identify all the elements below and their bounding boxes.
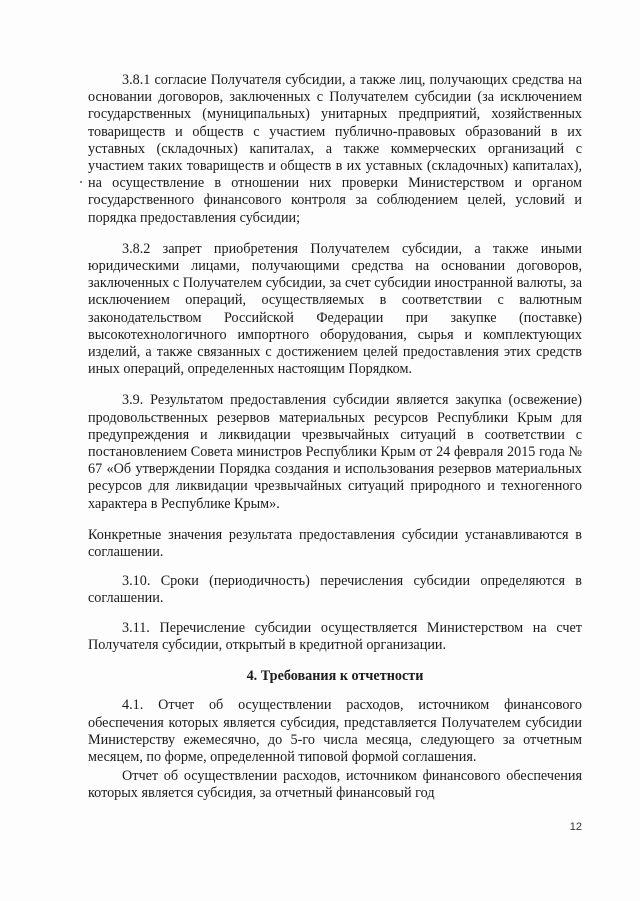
paragraph-3-9: 3.9. Результатом предоставления субсидии является закупка (освежение) продовольственных резервов материальных ресурсов Республики Крым для предупреждения и ликвидации чрезвычайных ситуаций в соответствии с постановлением Совета министров Республики Крым от 24 февраля 2015 года № 67 «Об утверждении Порядка создания и использования резервов материальных ресурсов для ликвидации чрезвычайных ситуаций природного и техногенного характера в Республике Крым». (88, 392, 582, 512)
paragraph-report: Отчет об осуществлении расходов, источником финансового обеспечения которых является субсидия, за отчетный финансовый год (88, 768, 582, 802)
section-heading: 4. Требования к отчетности (246, 668, 424, 685)
paragraph-3-10: 3.10. Сроки (периодичность) перечисления субсидии определяются в соглашении. (88, 573, 582, 607)
paragraph-3-11: 3.11. Перечисление субсидии осуществляется Министерством на счет Получателя субсидии, открытый в кредитной организации. (88, 619, 582, 653)
scan-speck (80, 181, 82, 183)
paragraph-result-values: Конкретные значения результата предоставления субсидии устанавливаются в соглашении. (88, 526, 582, 561)
page-number: 12 (569, 821, 582, 833)
paragraph-3-8-2: 3.8.2 запрет приобретения Получателем субсидии, а также иными юридическими лицами, получающими средства на основании договоров, заключенных с Получателем субсидии, за счет субсидии иностранной валюты, за исключением операций, осуществляемых в соответствии с валютным законодательством Российской Федерации при закупке (поставке) высокотехнологичного импортного оборудования, сырья и комплектующих изделий, а также связанных с достижением целей предоставления этих средств иных операций, определенных настоящим Порядком. (88, 240, 582, 378)
document-body (88, 72, 582, 803)
paragraph-3-8-1: 3.8.1 согласие Получателя субсидии, а также лиц, получающих средства на основании договоров, заключенных с Получателем субсидии (за исключением государственных (муниципальных) унитарных предприятий, хозяйственных товариществ и обществ с участием публично-правовых образований в их уставных (складочных) капиталах, а также коммерческих организаций с участием таких товариществ и обществ в их уставных (складочных) капиталах), на осуществление в отношении них проверки Министерством и органом государственного финансового контроля за соблюдением целей, условий и порядка предоставления субсидии; (88, 72, 582, 226)
paragraph-4-1: 4.1. Отчет об осуществлении расходов, источником финансового обеспечения которых является субсидия, представляется Получателем субсидии Министерству ежемесячно, до 5-го числа месяца, следующего за отчетным месяцем, по форме, определенной типовой формой соглашения. (88, 697, 582, 765)
